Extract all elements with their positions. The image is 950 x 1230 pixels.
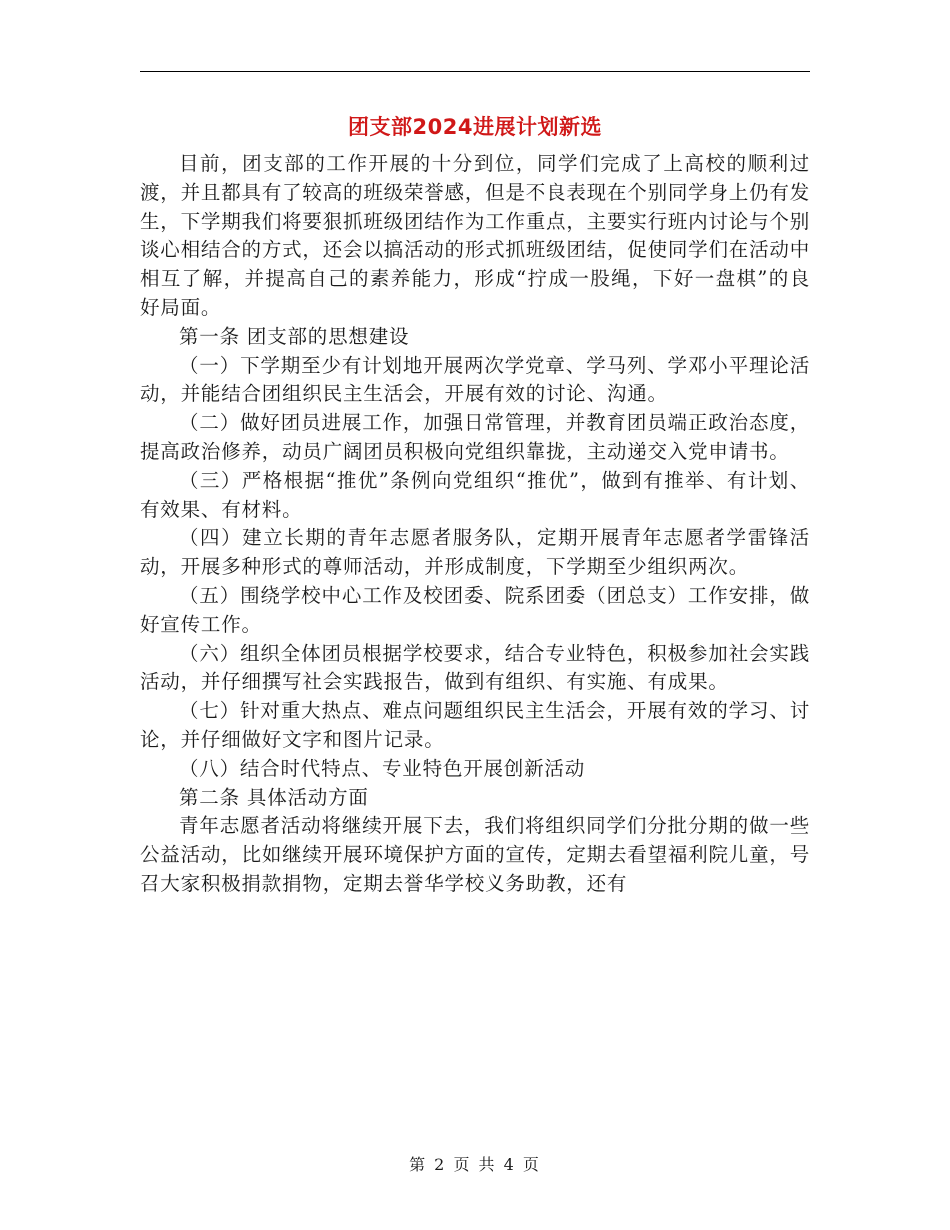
list-item-8: （八）结合时代特点、专业特色开展创新活动: [179, 756, 586, 780]
list-item-6: （六）组织全体团员根据学校要求，结合专业特色，积极参加社会实践活动，并仔细撰写社会实践报告，做到有组织、有实施、有成果。: [140, 641, 810, 694]
page-number: 第 2 页 共 4 页: [409, 1155, 541, 1174]
section-heading-1: 第一条 团支部的思想建设: [179, 324, 410, 348]
header-rule: [140, 71, 810, 72]
document-title: 团支部2024进展计划新选: [348, 115, 602, 139]
list-item-7: （七）针对重大热点、难点问题组织民主生活会，开展有效的学习、讨论，并仔细做好文字和图片记录。: [140, 699, 810, 751]
list-item-2: （二）做好团员进展工作，加强日常管理，并教育团员端正政治态度，提高政治修养，动员广阔团员积极向党组织靠拢，主动递交入党申请书。: [140, 411, 810, 463]
section-heading-2: 第二条 具体活动方面: [179, 785, 369, 809]
list-item-3: （三）严格根据“推优”条例向党组织“推优”，做到有推举、有计划、有效果、有材料。: [140, 468, 810, 521]
list-item-4: （四）建立长期的青年志愿者服务队，定期开展青年志愿者学雷锋活动，开展多种形式的尊师活动，并形成制度，下学期至少组织两次。: [140, 526, 810, 579]
list-item-5: （五）围绕学校中心工作及校团委、院系团委（团总支）工作安排，做好宣传工作。: [140, 583, 810, 636]
list-item-1: （一）下学期至少有计划地开展两次学党章、学马列、学邓小平理论活动，并能结合团组织民主生活会，开展有效的讨论、沟通。: [140, 353, 810, 406]
paragraph-intro: 目前，团支部的工作开展的十分到位，同学们完成了上高校的顺利过渡，并且都具有了较高的班级荣誉感，但是不良表现在个别同学身上仍有发生，下学期我们将要狠抓班级团结作为工作重点，主要实行班内讨论与个别谈心相结合的方式，还会以搞活动的形式抓班级团结，促使同学们在活动中相互了解，并提高自己的素养能力，形成“拧成一股绳，下好一盘棋”的良好局面。: [140, 152, 810, 319]
paragraph-activities: 青年志愿者活动将继续开展下去，我们将组织同学们分批分期的做一些公益活动，比如继续开展环境保护方面的宣传，定期去看望福利院儿童，号召大家积极捐款捐物，定期去誉华学校义务助教，还有: [140, 814, 810, 895]
document-body: [140, 150, 810, 899]
